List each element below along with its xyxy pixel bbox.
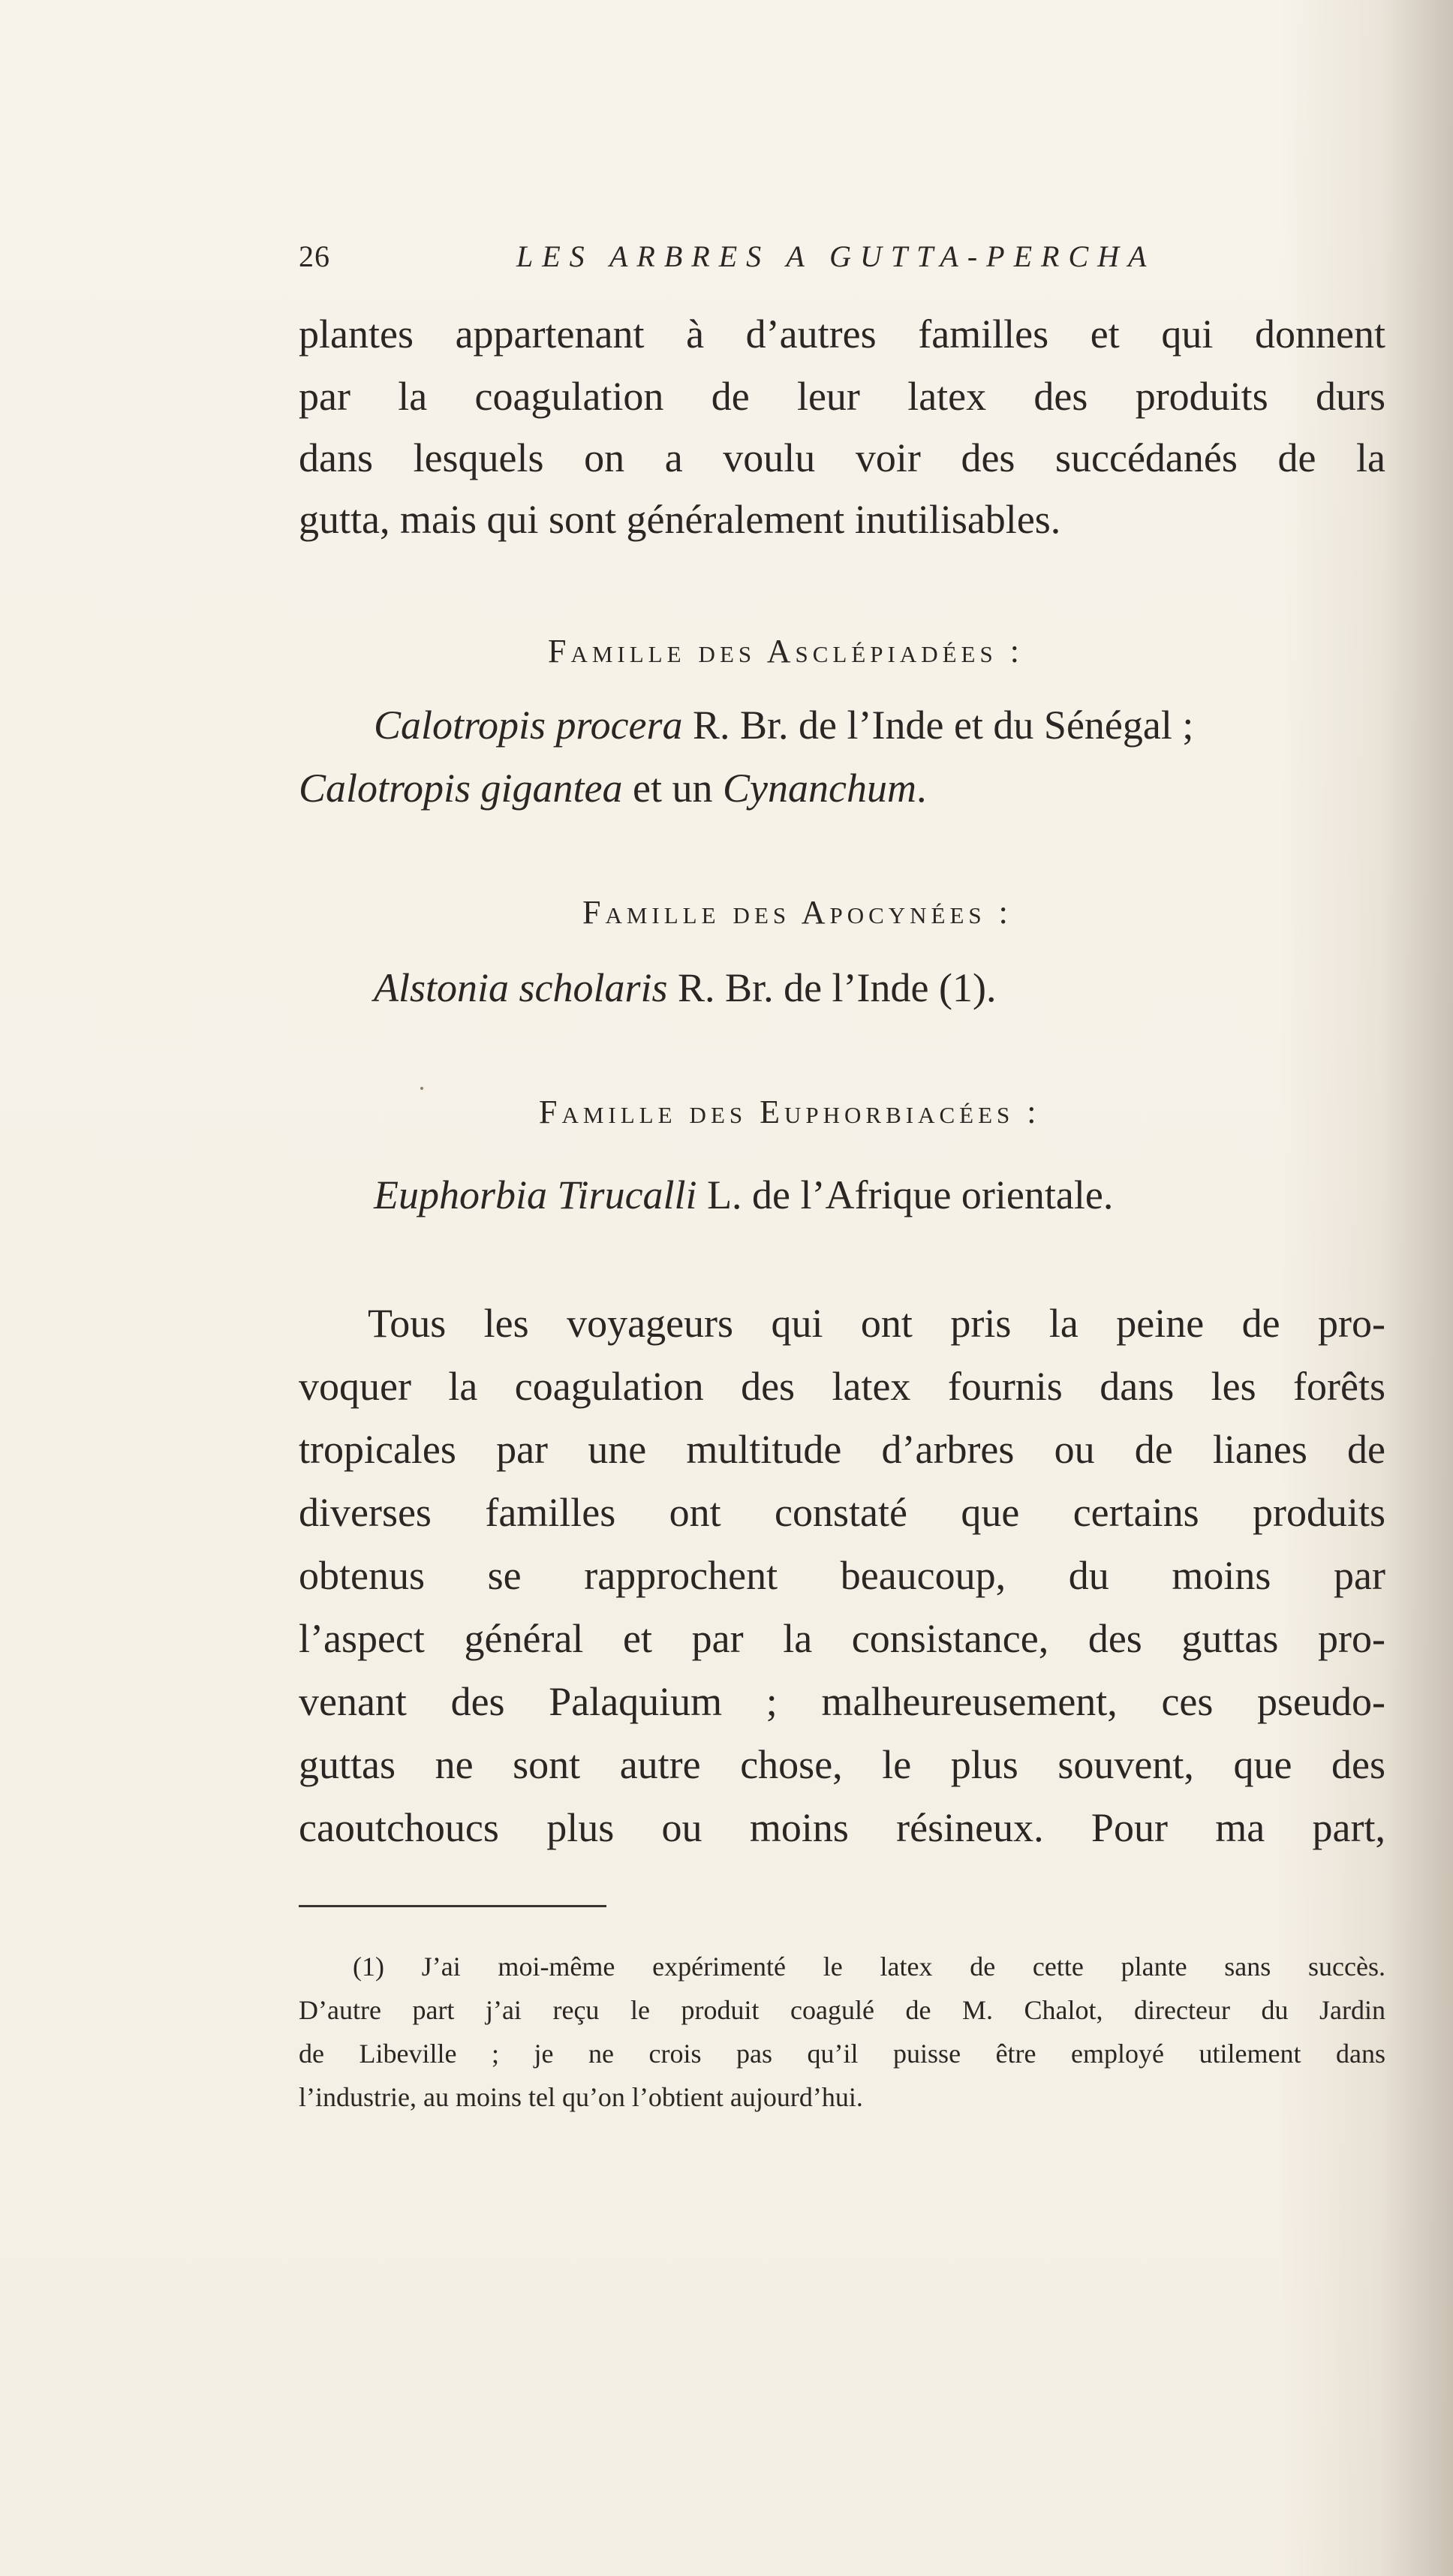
species-detail: . bbox=[916, 766, 927, 811]
family-name: Euphorbiacées bbox=[760, 1094, 1015, 1130]
species-line bbox=[374, 965, 996, 1010]
footnote-line: (1) J’ai moi-même expérimenté le latex de cette plante sans succès. bbox=[353, 1952, 1385, 1982]
heading-suffix: : bbox=[1014, 1094, 1041, 1130]
heading-suffix: : bbox=[997, 633, 1024, 670]
family-name: Apocynées bbox=[801, 894, 986, 931]
heading-prefix: Famille des bbox=[548, 633, 767, 670]
footnote-rule bbox=[299, 1905, 606, 1907]
paragraph-line: diverses familles ont constaté que certains produits bbox=[299, 1490, 1385, 1535]
species-name: Alstonia scholaris bbox=[374, 965, 668, 1010]
species-detail: et un bbox=[622, 766, 723, 811]
species-line bbox=[374, 1172, 1113, 1217]
heading-prefix: Famille des bbox=[539, 1094, 760, 1130]
paragraph-line: l’aspect général et par la consistance, des guttas pro- bbox=[299, 1616, 1385, 1661]
footnote-line: D’autre part j’ai reçu le produit coagulé de M. Chalot, directeur du Jardin bbox=[299, 1995, 1385, 2025]
heading-prefix: Famille des bbox=[582, 894, 802, 931]
paragraph-line: tropicales par une multitude d’arbres ou de lianes de bbox=[299, 1427, 1385, 1472]
species-detail: R. Br. de l’Inde et du Sénégal ; bbox=[682, 703, 1194, 748]
running-title: LES ARBRES A GUTTA-PERCHA bbox=[516, 239, 1156, 273]
page-header bbox=[299, 239, 1385, 284]
genus-name: Cynanchum bbox=[723, 766, 916, 811]
paragraph-line: voquer la coagulation des latex fournis dans les forêts bbox=[299, 1364, 1385, 1409]
family-name: Asclépiadées bbox=[766, 633, 997, 670]
paragraph-line: Tous les voyageurs qui ont pris la peine de pro- bbox=[368, 1301, 1385, 1346]
family-heading bbox=[539, 1090, 1041, 1135]
paragraph-line: venant des Palaquium ; malheureusement, ces pseudo- bbox=[299, 1679, 1385, 1724]
family-heading bbox=[582, 890, 1012, 935]
paragraph-line: guttas ne sont autre chose, le plus souvent, que des bbox=[299, 1742, 1385, 1787]
species-line bbox=[299, 766, 926, 811]
paragraph-line: obtenus se rapprochent beaucoup, du moins par bbox=[299, 1553, 1385, 1598]
paper-speck bbox=[420, 1087, 423, 1090]
heading-suffix: : bbox=[985, 894, 1012, 931]
intro-line: plantes appartenant à d’autres familles et qui donnent bbox=[299, 311, 1385, 357]
page-number: 26 bbox=[299, 239, 330, 273]
footnote-line: de Libeville ; je ne crois pas qu’il puisse être employé utilement dans bbox=[299, 2039, 1385, 2069]
footnote-line: l’industrie, au moins tel qu’on l’obtient aujourd’hui. bbox=[299, 2082, 863, 2112]
species-name: Calotropis procera bbox=[374, 703, 683, 748]
species-line bbox=[374, 703, 1193, 748]
intro-line: dans lesquels on a voulu voir des succédanés de la bbox=[299, 435, 1385, 480]
species-detail: R. Br. de l’Inde (1). bbox=[667, 965, 997, 1010]
species-detail: L. de l’Afrique orientale. bbox=[696, 1172, 1114, 1217]
species-name: Euphorbia Tirucalli bbox=[374, 1172, 697, 1217]
intro-line: par la coagulation de leur latex des produits durs bbox=[299, 374, 1385, 419]
species-name: Calotropis gigantea bbox=[299, 766, 623, 811]
paragraph-line: caoutchoucs plus ou moins résineux. Pour ma part, bbox=[299, 1805, 1385, 1850]
family-heading bbox=[548, 629, 1024, 674]
intro-line: gutta, mais qui sont généralement inutilisables. bbox=[299, 497, 1061, 542]
